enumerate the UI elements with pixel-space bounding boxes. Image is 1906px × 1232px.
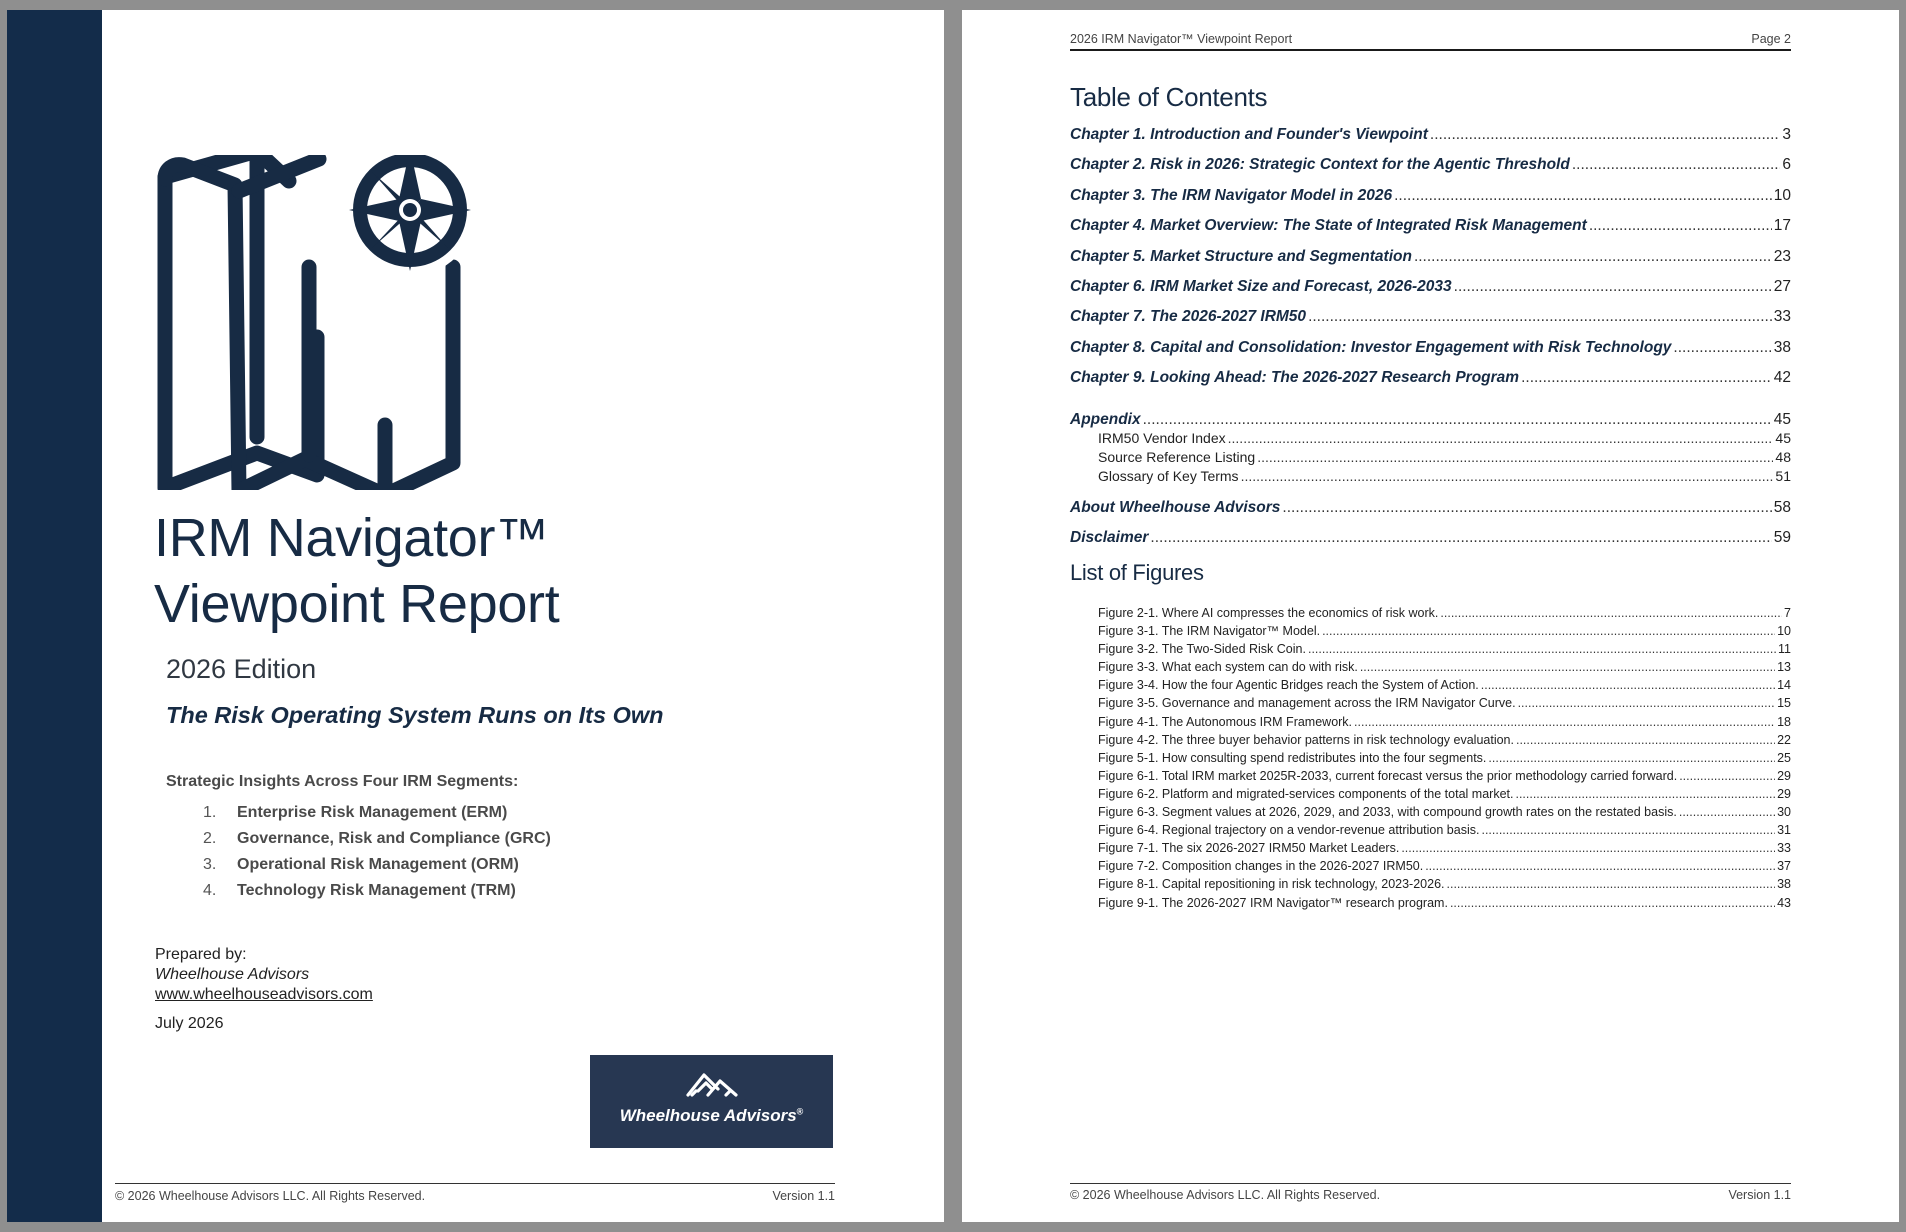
- figure-page: 25: [1777, 750, 1791, 765]
- toc-heading: Table of Contents: [1070, 82, 1268, 112]
- figure-link[interactable]: [1098, 642, 1791, 660]
- edition-label: 2026 Edition: [166, 654, 317, 684]
- toc-entry-page: 10: [1773, 186, 1791, 204]
- figure-label: Figure 3-4. How the four Agentic Bridges reach the System of Action.: [1098, 678, 1479, 693]
- report-tagline: The Risk Operating System Runs on Its Own: [166, 702, 664, 728]
- figure-page: 10: [1777, 624, 1791, 639]
- cover-page: [7, 10, 944, 1222]
- leader-dots: [1488, 751, 1775, 765]
- website-link[interactable]: www.wheelhouseadvisors.com: [155, 986, 373, 1003]
- toc-entry-label: Disclaimer: [1070, 528, 1149, 546]
- figure-label: Figure 4-1. The Autonomous IRM Framework.: [1098, 714, 1353, 729]
- cover-footer: [115, 1183, 835, 1203]
- figure-link[interactable]: [1098, 624, 1791, 642]
- toc-about-link[interactable]: [1070, 499, 1791, 529]
- map-compass-icon: [157, 155, 487, 490]
- wheelhouse-logo-text: [590, 1106, 833, 1126]
- segment-label: Enterprise Risk Management (ERM): [237, 804, 508, 821]
- toc-entry-page: 58: [1773, 498, 1791, 516]
- toc-entry-page: 6: [1782, 156, 1791, 174]
- toc-entry-label: Chapter 1. Introduction and Founder's Viewpoint: [1070, 126, 1428, 143]
- segment-list: [203, 800, 551, 904]
- figure-page: 22: [1777, 732, 1791, 747]
- leader-dots: [1518, 696, 1776, 710]
- figure-label: Figure 2-1. Where AI compresses the economics of risk work.: [1098, 606, 1439, 620]
- toc-entry-label: Chapter 8. Capital and Consolidation: Investor Engagement with Risk Technology: [1070, 338, 1672, 356]
- report-title: [154, 505, 559, 637]
- leader-dots: [1425, 859, 1775, 873]
- leader-dots: [1679, 769, 1775, 783]
- segment-number: 4.: [203, 882, 217, 899]
- figure-label: Figure 3-1. The IRM Navigator™ Model.: [1098, 624, 1321, 639]
- running-header: [1070, 32, 1791, 51]
- figure-link[interactable]: [1098, 896, 1791, 914]
- figure-page: 33: [1777, 841, 1791, 856]
- toc-entry-page: 27: [1773, 277, 1791, 295]
- prepared-by-block: [155, 945, 373, 1034]
- toc-entry-label: About Wheelhouse Advisors: [1070, 498, 1281, 516]
- prepared-label: Prepared by:: [155, 946, 247, 963]
- figure-label: Figure 6-3. Segment values at 2026, 2029, and 2033, with compound growth rates on the restated basis.: [1098, 805, 1677, 820]
- toc-page: [962, 10, 1899, 1222]
- figure-link[interactable]: [1098, 877, 1791, 895]
- registered-mark: ®: [796, 1106, 804, 1117]
- toc-entry-label: Chapter 2. Risk in 2026: Strategic Context for the Agentic Threshold: [1070, 156, 1570, 174]
- leader-dots: [1150, 529, 1771, 547]
- leader-dots: [1241, 468, 1774, 484]
- leader-dots: [1143, 411, 1772, 429]
- figure-label: Figure 6-2. Platform and migrated-services components of the total market.: [1098, 786, 1514, 801]
- figure-page: 29: [1777, 768, 1791, 783]
- leader-dots: [1308, 642, 1776, 656]
- toc-spacer: [1070, 487, 1791, 499]
- leader-dots: [1401, 841, 1775, 855]
- leader-dots: [1679, 805, 1775, 819]
- figure-label: Figure 4-2. The three buyer behavior patterns in risk technology evaluation.: [1098, 732, 1514, 747]
- wheelhouse-logo: [590, 1055, 833, 1148]
- toc-entry-label: Source Reference Listing: [1098, 448, 1256, 465]
- figure-page: 7: [1784, 606, 1791, 620]
- toc-entry-label: Chapter 3. The IRM Navigator Model in 2026: [1070, 186, 1393, 204]
- figure-link[interactable]: [1098, 787, 1791, 805]
- wheelhouse-logo-name: Wheelhouse Advisors: [619, 1106, 797, 1125]
- leader-dots: [1430, 126, 1780, 144]
- segment-item: [203, 878, 551, 904]
- figure-link[interactable]: [1098, 859, 1791, 877]
- toc-chapter-link[interactable]: [1070, 187, 1791, 217]
- toc-entry-label: IRM50 Vendor Index: [1098, 429, 1226, 446]
- toc-entry-page: 48: [1775, 448, 1791, 465]
- leader-dots: [1589, 217, 1772, 235]
- toc-entry-page: 42: [1773, 369, 1791, 387]
- leader-dots: [1440, 606, 1782, 620]
- toc-entry-label: Appendix: [1070, 410, 1141, 428]
- figure-label: Figure 5-1. How consulting spend redistributes into the four segments.: [1098, 750, 1487, 765]
- leader-dots: [1360, 660, 1775, 674]
- toc-entry-page: 59: [1773, 528, 1791, 546]
- figure-label: Figure 9-1. The 2026-2027 IRM Navigator™ research program.: [1098, 895, 1448, 910]
- segment-number: 1.: [203, 804, 217, 821]
- leader-dots: [1394, 187, 1772, 205]
- toc-chapter-link[interactable]: [1070, 339, 1791, 369]
- leader-dots: [1515, 787, 1775, 801]
- figure-page: 11: [1778, 642, 1791, 657]
- leader-dots: [1282, 499, 1771, 517]
- toc-appendix-link[interactable]: [1070, 411, 1791, 430]
- figure-page: 18: [1777, 714, 1791, 729]
- toc-entry-label: Chapter 5. Market Structure and Segmentation: [1070, 247, 1412, 265]
- toc-spacer: [1070, 400, 1791, 411]
- leader-dots: [1354, 715, 1775, 729]
- leader-dots: [1257, 449, 1773, 465]
- copyright-text: © 2026 Wheelhouse Advisors LLC. All Rights Reserved.: [1070, 1188, 1381, 1202]
- figure-link[interactable]: [1098, 751, 1791, 769]
- figure-link[interactable]: [1098, 805, 1791, 823]
- figure-link[interactable]: [1098, 678, 1791, 696]
- version-text: Version 1.1: [1728, 1188, 1791, 1202]
- list-of-figures-heading: List of Figures: [1070, 560, 1204, 585]
- segment-label: Operational Risk Management (ORM): [237, 856, 519, 873]
- toc-entry-page: 17: [1773, 217, 1791, 235]
- leader-dots: [1481, 823, 1775, 837]
- figure-link[interactable]: [1098, 769, 1791, 787]
- toc-chapter-link[interactable]: [1070, 156, 1791, 186]
- leader-dots: [1322, 624, 1775, 638]
- toc-page-footer: [1070, 1183, 1791, 1202]
- figure-page: 43: [1777, 895, 1791, 910]
- figure-link[interactable]: [1098, 715, 1791, 733]
- toc-entry-page: 38: [1773, 338, 1791, 356]
- toc-entry-page: 3: [1782, 126, 1791, 143]
- toc-appendix-item-link[interactable]: [1070, 449, 1791, 468]
- segment-item: [203, 800, 551, 826]
- toc-disclaimer-link[interactable]: [1070, 529, 1791, 559]
- segment-label: Technology Risk Management (TRM): [237, 882, 516, 899]
- leader-dots: [1450, 896, 1775, 910]
- toc-entry-page: 23: [1773, 247, 1791, 265]
- segment-number: 2.: [203, 830, 217, 847]
- toc-appendix-item-link[interactable]: [1070, 430, 1791, 449]
- leader-dots: [1481, 678, 1775, 692]
- toc-entry-page: 45: [1773, 410, 1791, 428]
- cover-sidebar-bar: [7, 10, 102, 1222]
- figure-link[interactable]: [1098, 823, 1791, 841]
- figure-label: Figure 7-2. Composition changes in the 2026-2027 IRM50.: [1098, 859, 1424, 874]
- figure-label: Figure 6-1. Total IRM market 2025R-2033, current forecast versus the prior methodology carried forward.: [1098, 768, 1678, 783]
- figure-link[interactable]: [1098, 841, 1791, 859]
- toc-entry-page: 45: [1775, 429, 1791, 446]
- toc-entry-label: Glossary of Key Terms: [1098, 467, 1239, 484]
- table-of-contents: [1070, 126, 1791, 559]
- toc-entry-label: Chapter 9. Looking Ahead: The 2026-2027 Research Program: [1070, 369, 1520, 387]
- toc-chapter-link[interactable]: [1070, 278, 1791, 308]
- figure-page: 38: [1777, 877, 1791, 892]
- header-page-number: Page 2: [1751, 32, 1791, 46]
- header-report-title: 2026 IRM Navigator™ Viewpoint Report: [1070, 32, 1293, 46]
- list-of-figures: [1098, 606, 1791, 914]
- figure-label: Figure 6-4. Regional trajectory on a vendor-revenue attribution basis.: [1098, 823, 1480, 838]
- toc-entry-label: Chapter 7. The 2026-2027 IRM50: [1070, 308, 1307, 326]
- figure-page: 29: [1777, 786, 1791, 801]
- figure-page: 13: [1777, 660, 1791, 675]
- leader-dots: [1673, 339, 1771, 357]
- leader-dots: [1521, 369, 1772, 387]
- figure-link[interactable]: [1098, 660, 1791, 678]
- report-date: July 2026: [155, 1015, 224, 1032]
- toc-entry-page: 33: [1773, 308, 1791, 326]
- figure-page: 30: [1777, 805, 1791, 820]
- insights-heading: Strategic Insights Across Four IRM Segments:: [166, 773, 519, 790]
- toc-entry-page: 51: [1775, 467, 1791, 484]
- segment-item: [203, 852, 551, 878]
- figure-link[interactable]: [1098, 733, 1791, 751]
- version-text: Version 1.1: [772, 1189, 835, 1203]
- leader-dots: [1228, 430, 1774, 446]
- leader-dots: [1308, 308, 1772, 326]
- leader-dots: [1454, 278, 1772, 296]
- figure-label: Figure 8-1. Capital repositioning in risk technology, 2023-2026.: [1098, 877, 1445, 892]
- figure-page: 15: [1777, 696, 1791, 711]
- report-title-line2: Viewpoint Report: [154, 574, 560, 634]
- figure-page: 37: [1777, 859, 1791, 874]
- leader-dots: [1447, 877, 1776, 891]
- leader-dots: [1572, 156, 1781, 174]
- prepared-firm: Wheelhouse Advisors: [155, 966, 310, 983]
- toc-entry-label: Chapter 6. IRM Market Size and Forecast, 2026-2033: [1070, 277, 1452, 295]
- figure-label: Figure 3-5. Governance and management across the IRM Navigator Curve.: [1098, 696, 1516, 711]
- toc-chapter-link[interactable]: [1070, 248, 1791, 278]
- leader-dots: [1414, 248, 1772, 266]
- toc-chapter-link[interactable]: [1070, 308, 1791, 338]
- wheelhouse-mark-icon: [684, 1071, 740, 1099]
- copyright-text: © 2026 Wheelhouse Advisors LLC. All Rights Reserved.: [115, 1189, 426, 1203]
- segment-number: 3.: [203, 856, 217, 873]
- leader-dots: [1516, 733, 1775, 747]
- figure-page: 31: [1777, 823, 1791, 838]
- toc-chapter-link[interactable]: [1070, 369, 1791, 399]
- figure-label: Figure 7-1. The six 2026-2027 IRM50 Market Leaders.: [1098, 841, 1400, 856]
- figure-label: Figure 3-2. The Two-Sided Risk Coin.: [1098, 642, 1306, 657]
- figure-link[interactable]: [1098, 606, 1791, 624]
- toc-appendix-item-link[interactable]: [1070, 468, 1791, 487]
- figure-page: 14: [1777, 678, 1791, 693]
- toc-chapter-link[interactable]: [1070, 217, 1791, 247]
- toc-chapter-link[interactable]: [1070, 126, 1791, 156]
- toc-entry-label: Chapter 4. Market Overview: The State of Integrated Risk Management: [1070, 217, 1587, 235]
- figure-link[interactable]: [1098, 696, 1791, 714]
- report-title-line1: IRM Navigator™: [154, 508, 549, 568]
- segment-item: [203, 826, 551, 852]
- segment-label: Governance, Risk and Compliance (GRC): [237, 830, 551, 847]
- figure-label: Figure 3-3. What each system can do with risk.: [1098, 660, 1358, 675]
